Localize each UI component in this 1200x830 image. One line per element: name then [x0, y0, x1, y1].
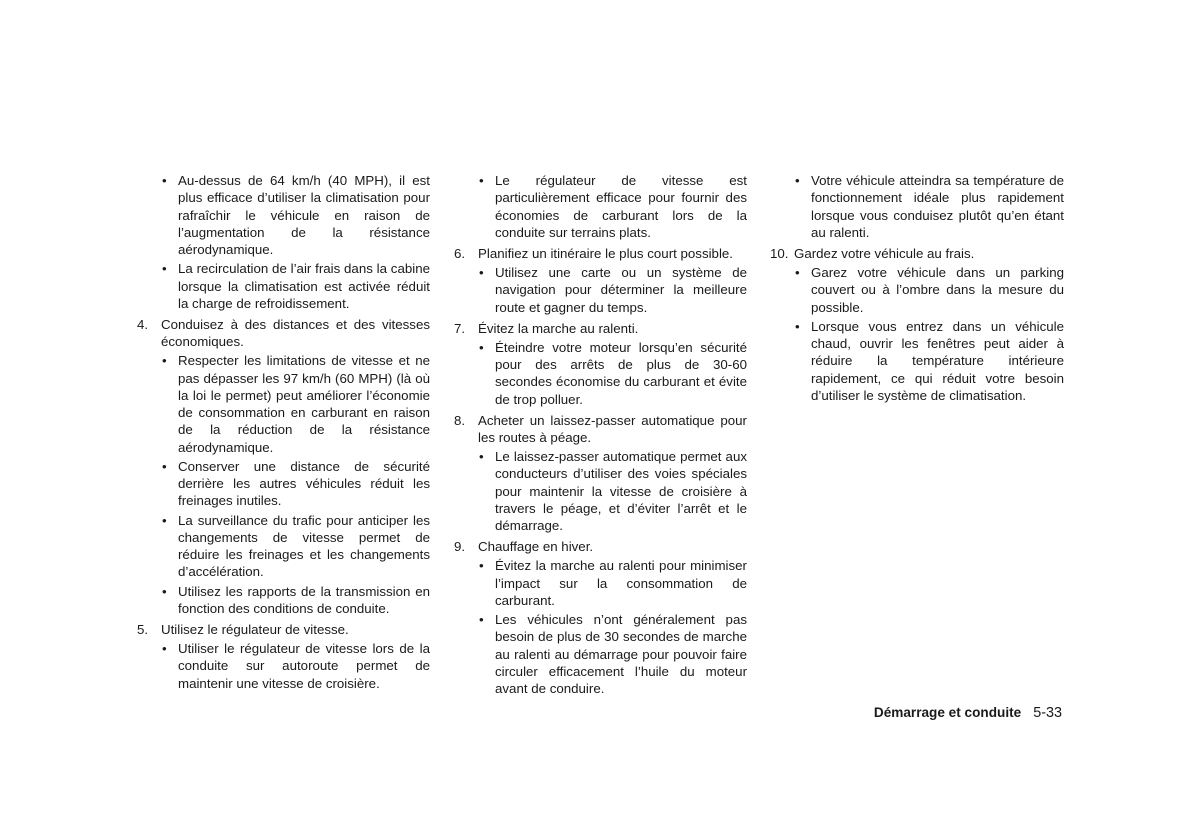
item-number: 7.	[454, 320, 466, 336]
item-text: Utilisez le régulateur de vitesse.	[161, 622, 349, 638]
bullet-list	[454, 172, 747, 241]
list-item: • Évitez la marche au ralenti pour minimiser l’impact sur la consommation de carburant.	[454, 557, 747, 609]
bullet-list	[794, 264, 1064, 404]
list-item: • Utilisez les rapports de la transmission en fonction des conditions de conduite.	[137, 583, 430, 618]
list-item: • Conserver une distance de sécurité derrière les autres véhicules réduit les freinages inutiles.	[137, 458, 430, 510]
list-item: • Utilisez une carte ou un système de navigation pour déterminer la meilleure route et gagner du temps.	[454, 264, 747, 316]
column-1	[137, 172, 430, 694]
list-item: • Le laissez-passer automatique permet aux conducteurs d’utiliser des voies spéciales pour maintenir la vitesse de croisière à travers le péage, et d’éviter l’arrêt et le démarrage.	[454, 448, 747, 534]
bullet-list	[161, 352, 430, 617]
bullet-list	[137, 172, 430, 312]
list-item: • Respecter les limitations de vitesse et ne pas dépasser les 97 km/h (60 MPH) (là où la loi le permet) peut améliorer l’économie de consommation en carburant en raison de la réduction de la résistance aérodynamique.	[137, 352, 430, 456]
list-item: • La surveillance du trafic pour anticiper les changements de vitesse permet de réduire les freinages et les changements d’accélération.	[137, 512, 430, 581]
section-title: Démarrage et conduite	[873, 705, 1022, 720]
item-text: Acheter un laissez-passer automatique pour les routes à péage.	[478, 412, 747, 446]
item-text: Évitez la marche au ralenti.	[478, 320, 639, 336]
list-item: • Garez votre véhicule dans un parking couvert ou à l’ombre dans la mesure du possible.	[770, 264, 1064, 316]
list-item: • Au-dessus de 64 km/h (40 MPH), il est plus efficace d’utiliser la climatisation pour rafraîchir le véhicule en raison de l’augmentation de la résistance aérodynamique.	[137, 172, 430, 258]
column-3	[770, 172, 1064, 406]
item-text: Conduisez à des distances et des vitesses économiques.	[161, 317, 430, 350]
bullet-list	[770, 172, 1064, 241]
item-number: 5.	[137, 622, 149, 638]
item-number: 4.	[137, 317, 149, 333]
numbered-item-9	[454, 538, 747, 697]
numbered-item-8	[454, 412, 747, 535]
list-item: • Votre véhicule atteindra sa température de fonctionnement idéale plus rapidement lorsque vous conduisez plutôt qu’en étant au ralenti.	[770, 172, 1064, 241]
item-number: 8.	[454, 412, 466, 428]
list-item: • La recirculation de l’air frais dans la cabine lorsque la climatisation est activée réduit la charge de refroidissement.	[137, 260, 430, 312]
page-number: 5-33	[1033, 705, 1062, 721]
item-text: Gardez votre véhicule au frais.	[794, 246, 975, 262]
item-number: 10.	[770, 246, 789, 262]
numbered-item-10	[770, 245, 1064, 404]
bullet-list	[478, 264, 747, 316]
bullet-list	[478, 557, 747, 697]
item-text: Chauffage en hiver.	[478, 539, 594, 555]
column-2	[454, 172, 747, 699]
list-item: • Les véhicules n’ont généralement pas besoin de plus de 30 secondes de marche au ralenti au démarrage pour pouvoir faire circuler efficacement l’huile du moteur avant de conduire.	[454, 611, 747, 697]
bullet-list	[478, 339, 747, 408]
list-item: • Le régulateur de vitesse est particulièrement efficace pour fournir des économies de carburant lors de la conduite sur terrains plats.	[454, 172, 747, 241]
list-item: • Utiliser le régulateur de vitesse lors de la conduite sur autoroute permet de maintenir une vitesse de croisière.	[137, 640, 430, 692]
numbered-item-6	[454, 245, 747, 316]
bullet-list	[161, 640, 430, 692]
page-footer	[820, 705, 1062, 721]
numbered-item-4	[137, 316, 430, 617]
item-number: 6.	[454, 246, 466, 262]
bullet-list	[478, 448, 747, 534]
item-text: Planifiez un itinéraire le plus court possible.	[478, 246, 733, 262]
numbered-item-5	[137, 621, 430, 692]
list-item: • Lorsque vous entrez dans un véhicule chaud, ouvrir les fenêtres peut aider à réduire la température intérieure rapidement, ce qui réduit votre besoin d’utiliser le système de climatisation.	[770, 318, 1064, 404]
list-item: • Éteindre votre moteur lorsqu’en sécurité pour des arrêts de plus de 30-60 secondes économise du carburant et évite de trop polluer.	[454, 339, 747, 408]
numbered-item-7	[454, 320, 747, 408]
item-number: 9.	[454, 539, 466, 555]
